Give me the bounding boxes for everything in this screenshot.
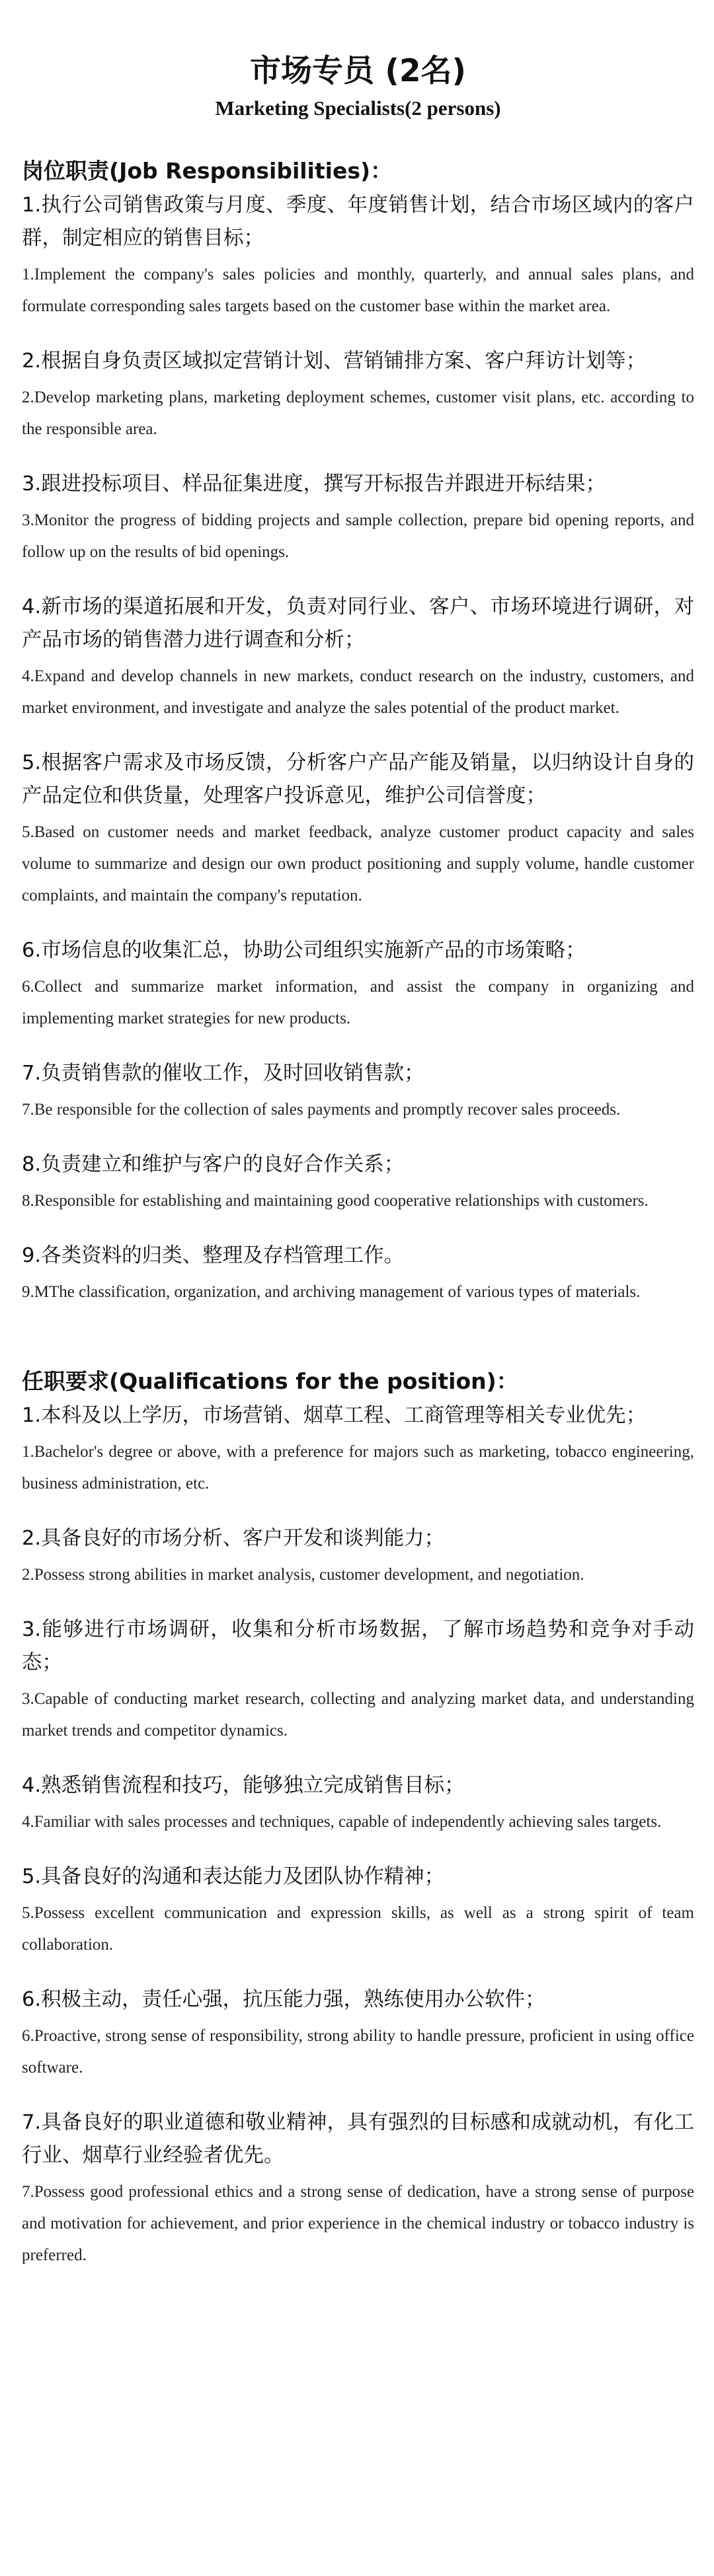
qualification-text-zh: 3.能够进行市场调研，收集和分析市场数据，了解市场趋势和竞争对手动态；	[22, 1618, 694, 1674]
responsibility-item	[22, 189, 694, 322]
responsibility-text-zh: 6.市场信息的收集汇总，协助公司组织实施新产品的市场策略；	[22, 939, 586, 962]
qualification-text-zh: 5.具备良好的沟通和表达能力及团队协作精神；	[22, 1865, 445, 1888]
responsibility-item	[22, 591, 694, 724]
qualification-text-zh: 6.积极主动，责任心强，抗压能力强，熟练使用办公软件；	[22, 1988, 545, 2011]
qualification-text-en: 2.Possess strong abilities in market analysis, customer development, and negotiation.	[22, 1566, 584, 1584]
responsibility-text-en: 5.Based on customer needs and market feedback, analyze customer product capacity and sales volume to summarize and design our own product positioning and supply volume, handle customer complaints, and maintain the company's reputation.	[22, 823, 694, 904]
responsibility-text-en: 3.Monitor the progress of bidding projects and sample collection, prepare bid opening reports, and follow up on the results of bid openings.	[22, 511, 694, 561]
responsibility-text-en: 6.Collect and summarize market information, and assist the company in organizing and implementing market strategies for new products.	[22, 978, 694, 1027]
responsibility-item	[22, 345, 694, 445]
qualification-item	[22, 1522, 694, 1591]
responsibility-item	[22, 1057, 694, 1126]
qualifications-heading: 任职要求(Qualifications for the position)：	[22, 1368, 518, 1394]
qualification-text-en: 4.Familiar with sales processes and techniques, capable of independently achieving sales targets.	[22, 1813, 662, 1831]
responsibility-text-en: 1.Implement the company's sales policies and monthly, quarterly, and annual sales plans, and formulate corresponding sales targets based on the customer base within the market area.	[22, 266, 694, 315]
responsibility-text-zh: 2.根据自身负责区域拟定营销计划、营销铺排方案、客户拜访计划等；	[22, 350, 647, 373]
responsibility-item	[22, 1148, 694, 1217]
qualification-item	[22, 1613, 694, 1747]
responsibility-text-en: 9.MThe classification, organization, and archiving management of various types of materials.	[22, 1283, 641, 1301]
responsibilities-heading: 岗位职责(Job Responsibilities)：	[22, 158, 393, 184]
responsibility-text-zh: 1.执行公司销售政策与月度、季度、年度销售计划，结合市场区域内的客户群，制定相应的销售目标；	[22, 194, 694, 250]
responsibility-text-zh: 5.根据客户需求及市场反馈，分析客户产品产能及销量，以归纳设计自身的产品定位和供货量，处理客户投诉意见，维护公司信誉度；	[22, 751, 694, 807]
responsibility-item	[22, 1239, 694, 1308]
responsibility-text-zh: 9.各类资料的归类、整理及存档管理工作。	[22, 1244, 405, 1267]
qualifications-section	[22, 1365, 694, 2271]
page-subtitle: Marketing Specialists(2 persons)	[215, 96, 501, 120]
qualification-item	[22, 1399, 694, 1500]
qualification-item	[22, 1860, 694, 1961]
qualification-text-zh: 7.具备良好的职业道德和敬业精神，具有强烈的目标感和成就动机，有化工行业、烟草行业经验者优先。	[22, 2111, 694, 2167]
responsibility-text-zh: 4.新市场的渠道拓展和开发，负责对同行业、客户、市场环境进行调研，对产品市场的销售潜力进行调查和分析；	[22, 595, 694, 651]
responsibility-text-zh: 3.跟进投标项目、样品征集进度，撰写开标报告并跟进开标结果；	[22, 472, 606, 496]
qualification-text-zh: 4.熟悉销售流程和技巧，能够独立完成销售目标；	[22, 1774, 465, 1797]
responsibility-text-en: 8.Responsible for establishing and maintaining good cooperative relationships with customers.	[22, 1192, 649, 1210]
qualification-text-en: 3.Capable of conducting market research, collecting and analyzing market data, and understanding market trends and competitor dynamics.	[22, 1690, 694, 1740]
qualification-text-en: 1.Bachelor's degree or above, with a preference for majors such as marketing, tobacco engineering, business administration, etc.	[22, 1443, 694, 1492]
qualification-text-zh: 1.本科及以上学历，市场营销、烟草工程、工商管理等相关专业优先；	[22, 1404, 647, 1427]
qualification-text-en: 5.Possess excellent communication and expression skills, as well as a strong spirit of team collaboration.	[22, 1904, 694, 1954]
responsibility-text-en: 2.Develop marketing plans, marketing deployment schemes, customer visit plans, etc. according to the responsible area.	[22, 388, 694, 438]
responsibility-text-en: 4.Expand and develop channels in new markets, conduct research on the industry, customers, and market environment, and investigate and analyze the sales potential of the product market.	[22, 667, 694, 717]
qualification-item	[22, 1769, 694, 1838]
responsibility-text-zh: 8.负责建立和维护与客户的良好合作关系；	[22, 1153, 405, 1176]
responsibility-item	[22, 934, 694, 1035]
responsibility-item	[22, 468, 694, 568]
qualification-text-en: 7.Possess good professional ethics and a strong sense of dedication, have a strong sense of purpose and motivation for achievement, and prior experience in the chemical industry or tobacco industry is preferred.	[22, 2183, 694, 2264]
qualification-item	[22, 2106, 694, 2271]
responsibility-item	[22, 747, 694, 912]
page-title: 市场专员 (2名)	[249, 53, 467, 89]
qualification-text-en: 6.Proactive, strong sense of responsibility, strong ability to handle pressure, proficient in using office software.	[22, 2027, 694, 2077]
responsibility-text-zh: 7.负责销售款的催收工作，及时回收销售款；	[22, 1062, 424, 1085]
responsibilities-section	[22, 155, 694, 1308]
responsibility-text-en: 7.Be responsible for the collection of sales payments and promptly recover sales proceeds.	[22, 1101, 621, 1119]
qualification-item	[22, 1983, 694, 2084]
qualification-text-zh: 2.具备良好的市场分析、客户开发和谈判能力；	[22, 1527, 445, 1550]
